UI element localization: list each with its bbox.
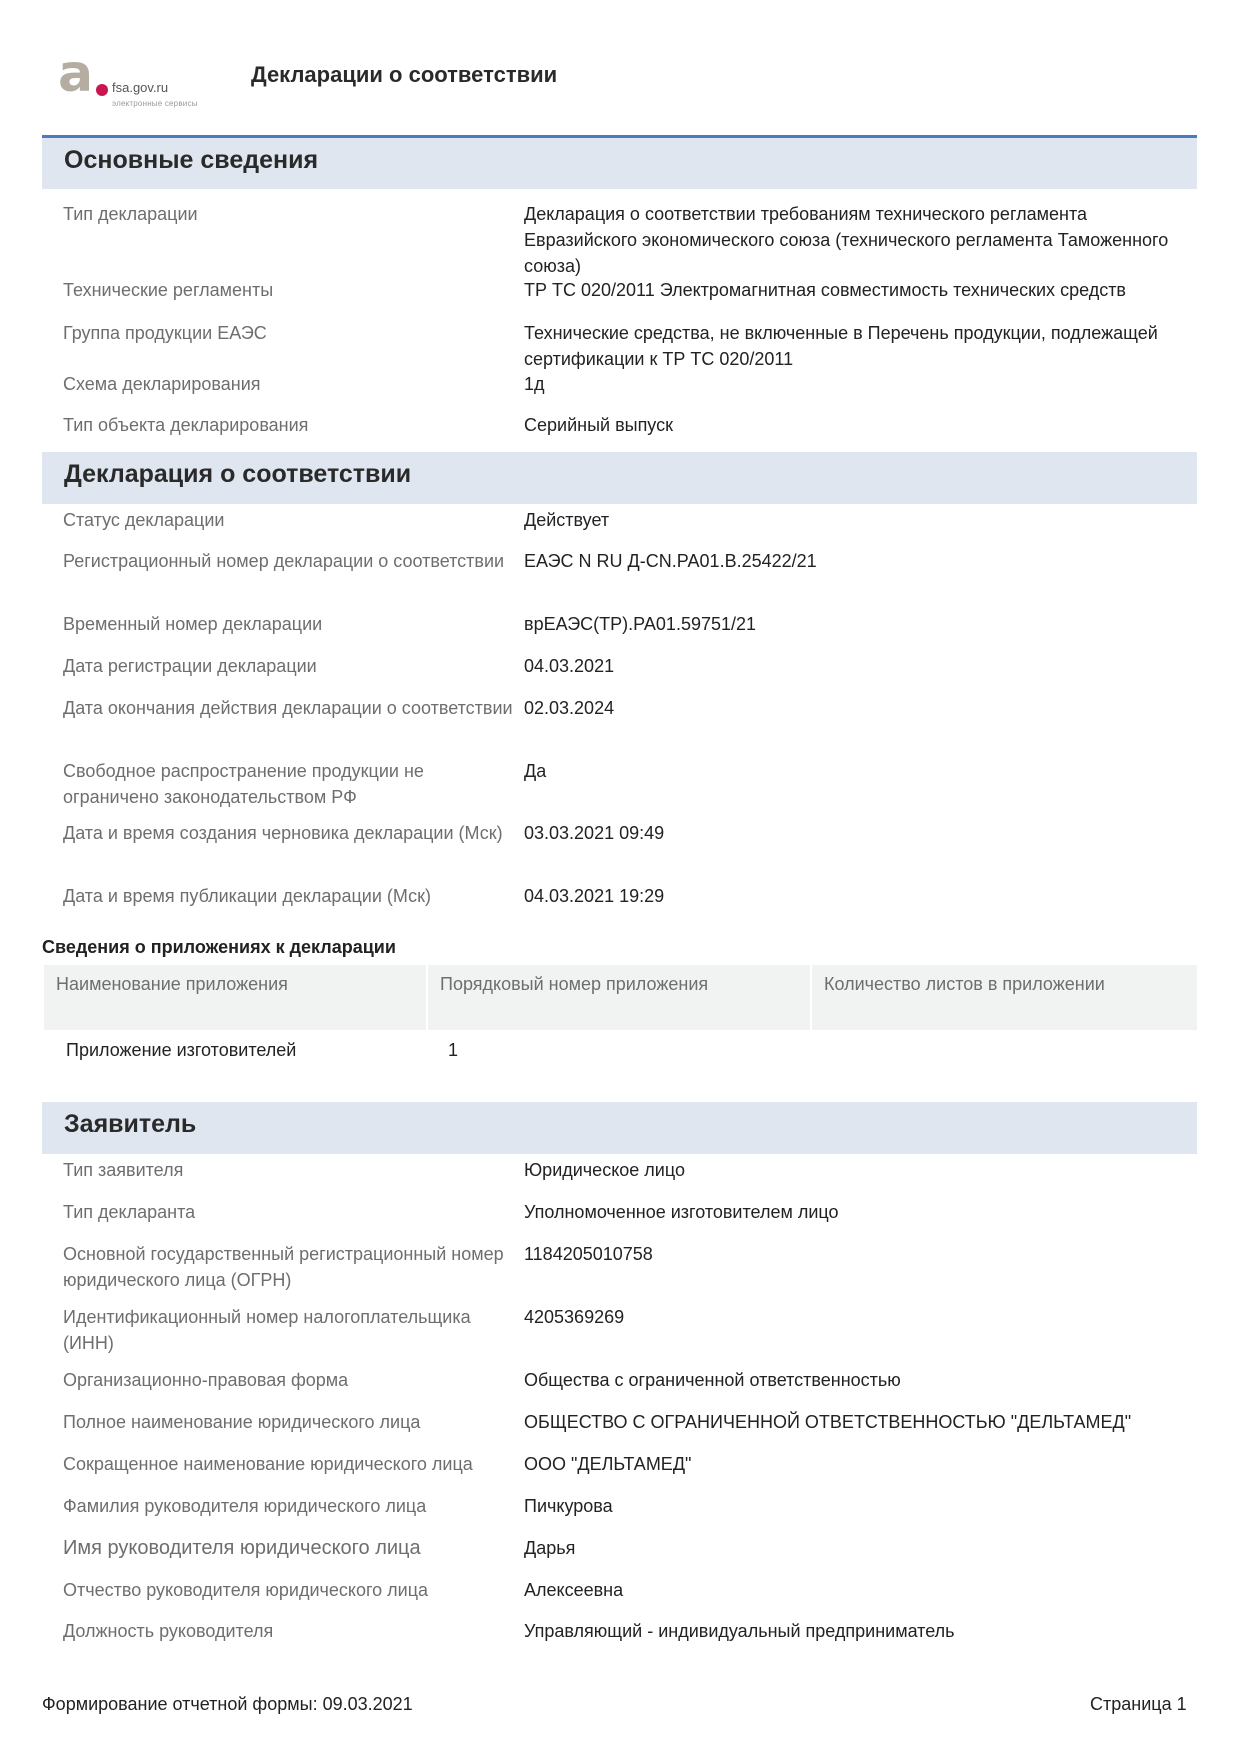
section-applicant <box>42 1102 1197 1662</box>
field-label: Полное наименование юридического лица <box>63 1412 421 1432</box>
section-heading: Основные сведения <box>42 135 1197 189</box>
field-label: Технические регламенты <box>63 280 274 300</box>
logo-subtitle: электронные сервисы <box>112 99 198 108</box>
field-value: Пичкурова <box>524 1496 613 1516</box>
attachment-name: Приложение изготовителей <box>66 1040 297 1060</box>
field-value: Управляющий - индивидуальный предприниматель <box>524 1621 955 1641</box>
field-value: 04.03.2021 19:29 <box>524 886 665 906</box>
field-label: Регистрационный номер декларации о соответствии <box>63 551 505 571</box>
section-declaration <box>42 452 1197 922</box>
attachment-number: 1 <box>448 1040 459 1060</box>
field-label: Временный номер декларации <box>63 614 323 634</box>
field-label: Группа продукции ЕАЭС <box>63 323 267 343</box>
field-value: 02.03.2024 <box>524 698 615 718</box>
field-value: Дарья <box>524 1538 576 1558</box>
field-value: Алексеевна <box>524 1580 624 1600</box>
column-header-label: Количество листов в приложении <box>824 974 1105 994</box>
field-label: Сокращенное наименование юридического лица <box>63 1454 473 1474</box>
field-value: Серийный выпуск <box>524 415 673 435</box>
fsa-logo-mark-icon: а <box>58 44 94 104</box>
field-value: ЕАЭС N RU Д-CN.РА01.В.25422/21 <box>524 551 817 571</box>
column-header-label: Порядковый номер приложения <box>440 974 709 994</box>
logo-site-text: fsa.gov.ru <box>112 80 169 95</box>
field-label: Свободное распространение продукции не ограничено законодательством РФ <box>63 761 424 807</box>
field-label: Тип объекта декларирования <box>63 415 309 435</box>
column-header <box>44 965 426 1030</box>
field-value: Общества с ограниченной ответственностью <box>524 1370 901 1390</box>
field-label: Статус декларации <box>63 510 225 530</box>
field-value: Да <box>524 761 547 781</box>
field-value: 4205369269 <box>524 1307 625 1327</box>
field-label: Дата регистрации декларации <box>63 656 317 676</box>
report-date: Формирование отчетной формы: 09.03.2021 <box>42 1694 413 1714</box>
field-label: Имя руководителя юридического лица <box>63 1537 421 1559</box>
field-value: Технические средства, не включенные в Перечень продукции, подлежащей сертификации к ТР ТС 020/2011 <box>524 323 1158 369</box>
field-value: ОБЩЕСТВО С ОГРАНИЧЕННОЙ ОТВЕТСТВЕННОСТЬЮ "ДЕЛЬТАМЕД" <box>524 1412 1132 1432</box>
field-label: Идентификационный номер налогоплательщика (ИНН) <box>63 1307 471 1353</box>
field-label: Фамилия руководителя юридического лица <box>63 1496 427 1516</box>
field-label: Тип декларации <box>63 204 198 224</box>
field-label: Тип декларанта <box>63 1202 196 1222</box>
field-value: 04.03.2021 <box>524 656 615 676</box>
field-label: Дата и время публикации декларации (Мск) <box>63 886 431 906</box>
field-value: 03.03.2021 09:49 <box>524 823 665 843</box>
section-heading: Заявитель <box>42 1102 1197 1154</box>
field-value: Декларация о соответствии требованиям технического регламента Евразийского экономического союза (технического регламента Таможенного союза) <box>524 204 1169 276</box>
field-label: Организационно-правовая форма <box>63 1370 349 1390</box>
fsa-logo-dot-icon <box>96 84 108 96</box>
field-label: Должность руководителя <box>63 1621 274 1641</box>
section-heading: Декларация о соответствии <box>42 452 1197 504</box>
field-label: Дата и время создания черновика декларации (Мск) <box>63 823 503 843</box>
page-header <box>0 0 1240 130</box>
column-header <box>812 965 1197 1030</box>
section-basic <box>42 135 1197 435</box>
field-value: Действует <box>524 510 610 530</box>
attachments-title: Сведения о приложениях к декларации <box>42 937 396 957</box>
field-value: 1184205010758 <box>524 1244 653 1264</box>
field-value: врЕАЭС(ТР).РА01.59751/21 <box>524 614 757 634</box>
field-value: ООО "ДЕЛЬТАМЕД" <box>524 1454 692 1474</box>
fsa-logo[interactable] <box>58 44 208 116</box>
field-value: ТР ТС 020/2011 Электромагнитная совместимость технических средств <box>524 280 1126 300</box>
field-label: Тип заявителя <box>63 1160 184 1180</box>
column-header <box>428 965 810 1030</box>
field-value: Уполномоченное изготовителем лицо <box>524 1202 839 1222</box>
column-header-label: Наименование приложения <box>56 974 288 994</box>
field-label: Схема декларирования <box>63 374 261 394</box>
field-label: Отчество руководителя юридического лица <box>63 1580 429 1600</box>
field-value: 1д <box>524 374 545 394</box>
field-label: Дата окончания действия декларации о соответствии <box>63 698 513 718</box>
page-number: Страница 1 <box>1090 1694 1187 1714</box>
page-title: Декларации о соответствии <box>251 62 558 87</box>
field-label: Основной государственный регистрационный номер юридического лица (ОГРН) <box>63 1244 504 1290</box>
field-value: Юридическое лицо <box>524 1160 685 1180</box>
